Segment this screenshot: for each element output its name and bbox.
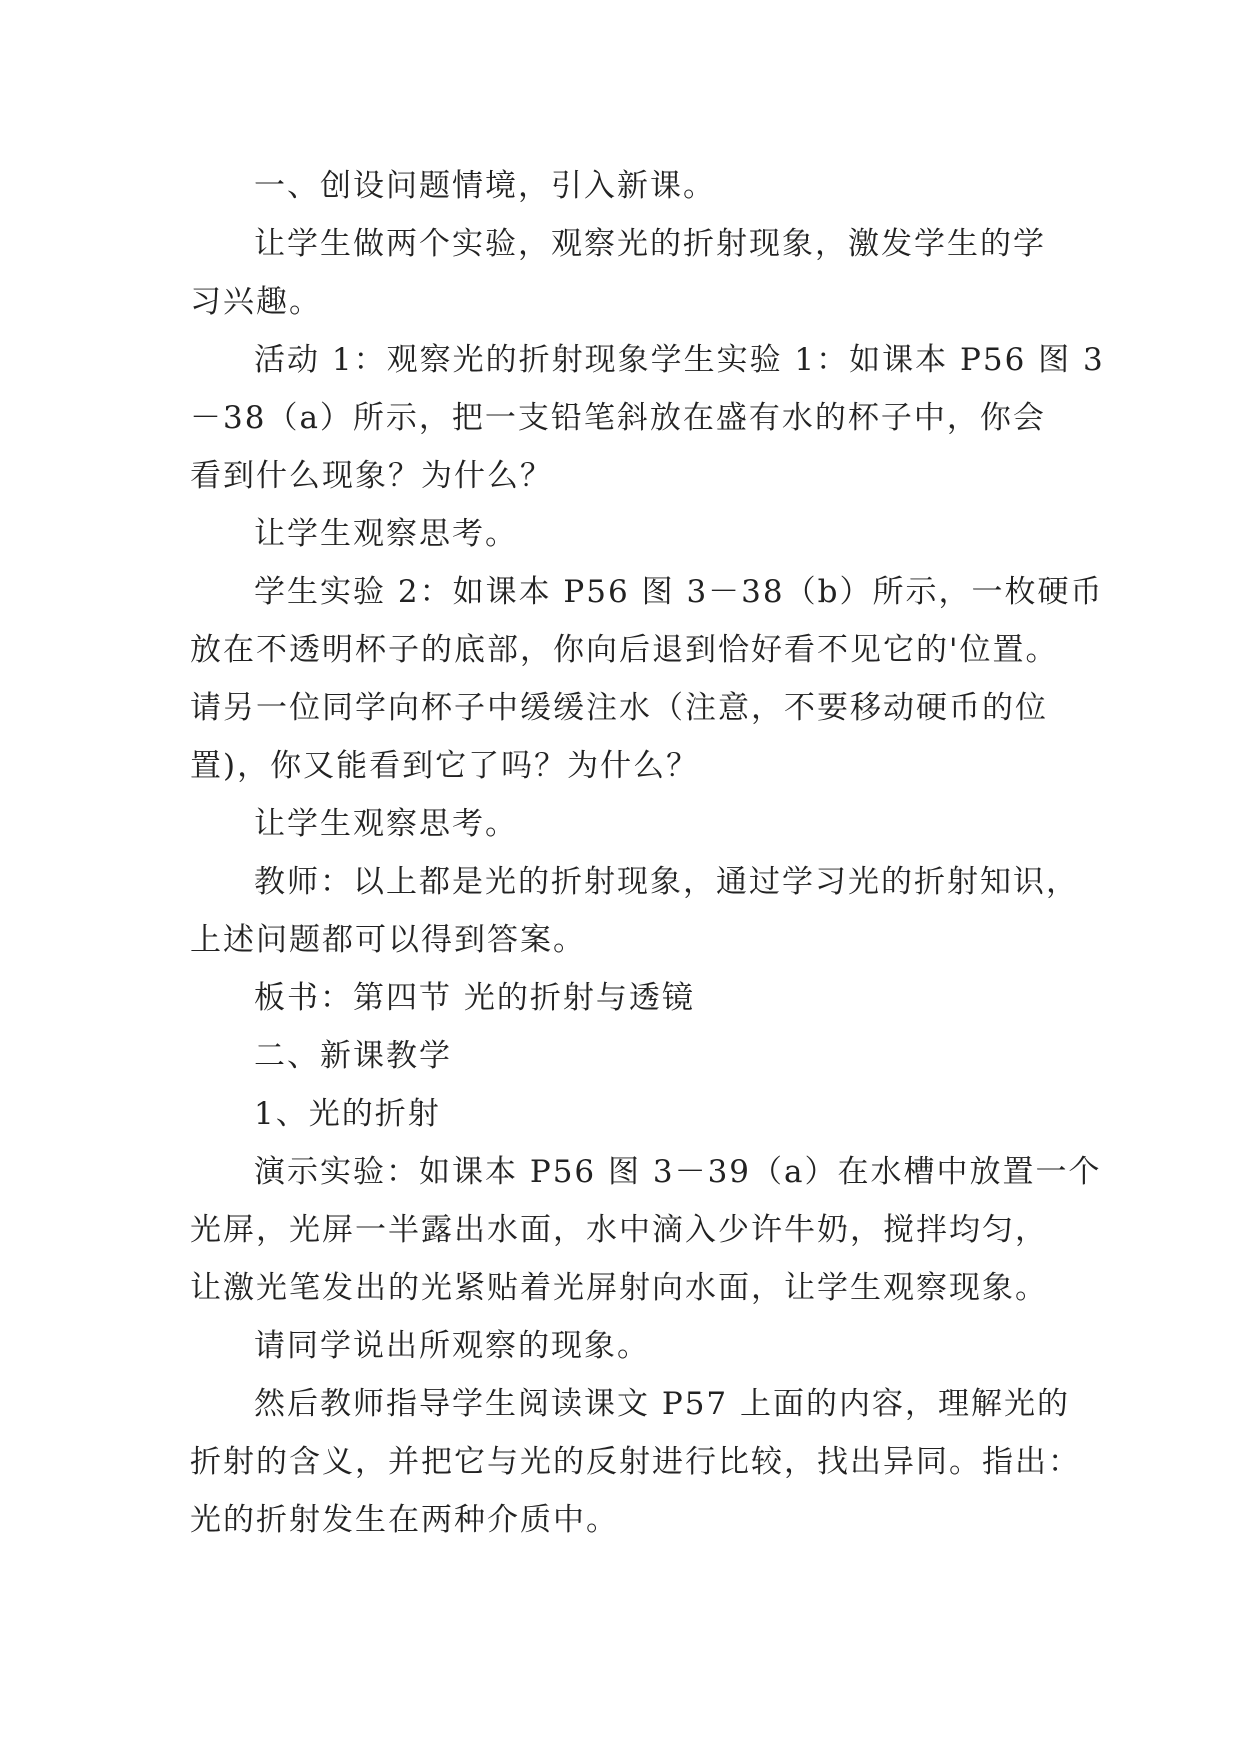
paragraph-line: 折射的含义，并把它与光的反射进行比较，找出异同。指出： [190,1444,1081,1480]
paragraph-line: 请另一位同学向杯子中缓缓注水（注意，不要移动硬币的位 [190,690,1048,726]
paragraph-line: 演示实验：如课本 P56 图 3－39（a）在水槽中放置一个 [254,1154,1102,1190]
paragraph-line: 光屏，光屏一半露出水面，水中滴入少许牛奶，搅拌均匀， [190,1212,1048,1248]
paragraph-line: 让学生观察思考。 [254,806,518,842]
paragraph-line: 让学生观察思考。 [254,516,518,552]
paragraph-line: 教师：以上都是光的折射现象，通过学习光的折射知识， [254,864,1079,900]
paragraph-line: 看到什么现象？为什么？ [190,458,553,494]
paragraph-line: 习兴趣。 [190,284,322,320]
paragraph-line: 然后教师指导学生阅读课文 P57 上面的内容，理解光的 [254,1386,1071,1422]
paragraph-line: 置)，你又能看到它了吗？为什么？ [190,748,700,784]
paragraph-line: 放在不透明杯子的底部，你向后退到恰好看不见它的'位置。 [190,632,1059,668]
board-heading: 板书：第四节 光的折射与透镜 [254,980,695,1016]
paragraph-line: 活动 1：观察光的折射现象学生实验 1：如课本 P56 图 3 [254,342,1105,378]
paragraph-line: 让学生做两个实验，观察光的折射现象，激发学生的学 [254,226,1046,262]
paragraph-line: 光的折射发生在两种介质中。 [190,1502,619,1538]
paragraph-line: 让激光笔发出的光紧贴着光屏射向水面，让学生观察现象。 [190,1270,1048,1306]
paragraph-line: 上述问题都可以得到答案。 [190,922,586,958]
paragraph-line: －38（a）所示，把一支铅笔斜放在盛有水的杯子中，你会 [190,400,1046,436]
subsection-heading-refraction: 1、光的折射 [254,1096,441,1132]
paragraph-line: 学生实验 2：如课本 P56 图 3－38（b）所示，一枚硬币 [254,574,1104,610]
paragraph-line: 请同学说出所观察的现象。 [254,1328,650,1364]
section-heading-new-lesson: 二、新课教学 [254,1038,452,1074]
section-heading-intro: 一、创设问题情境，引入新课。 [254,168,716,204]
